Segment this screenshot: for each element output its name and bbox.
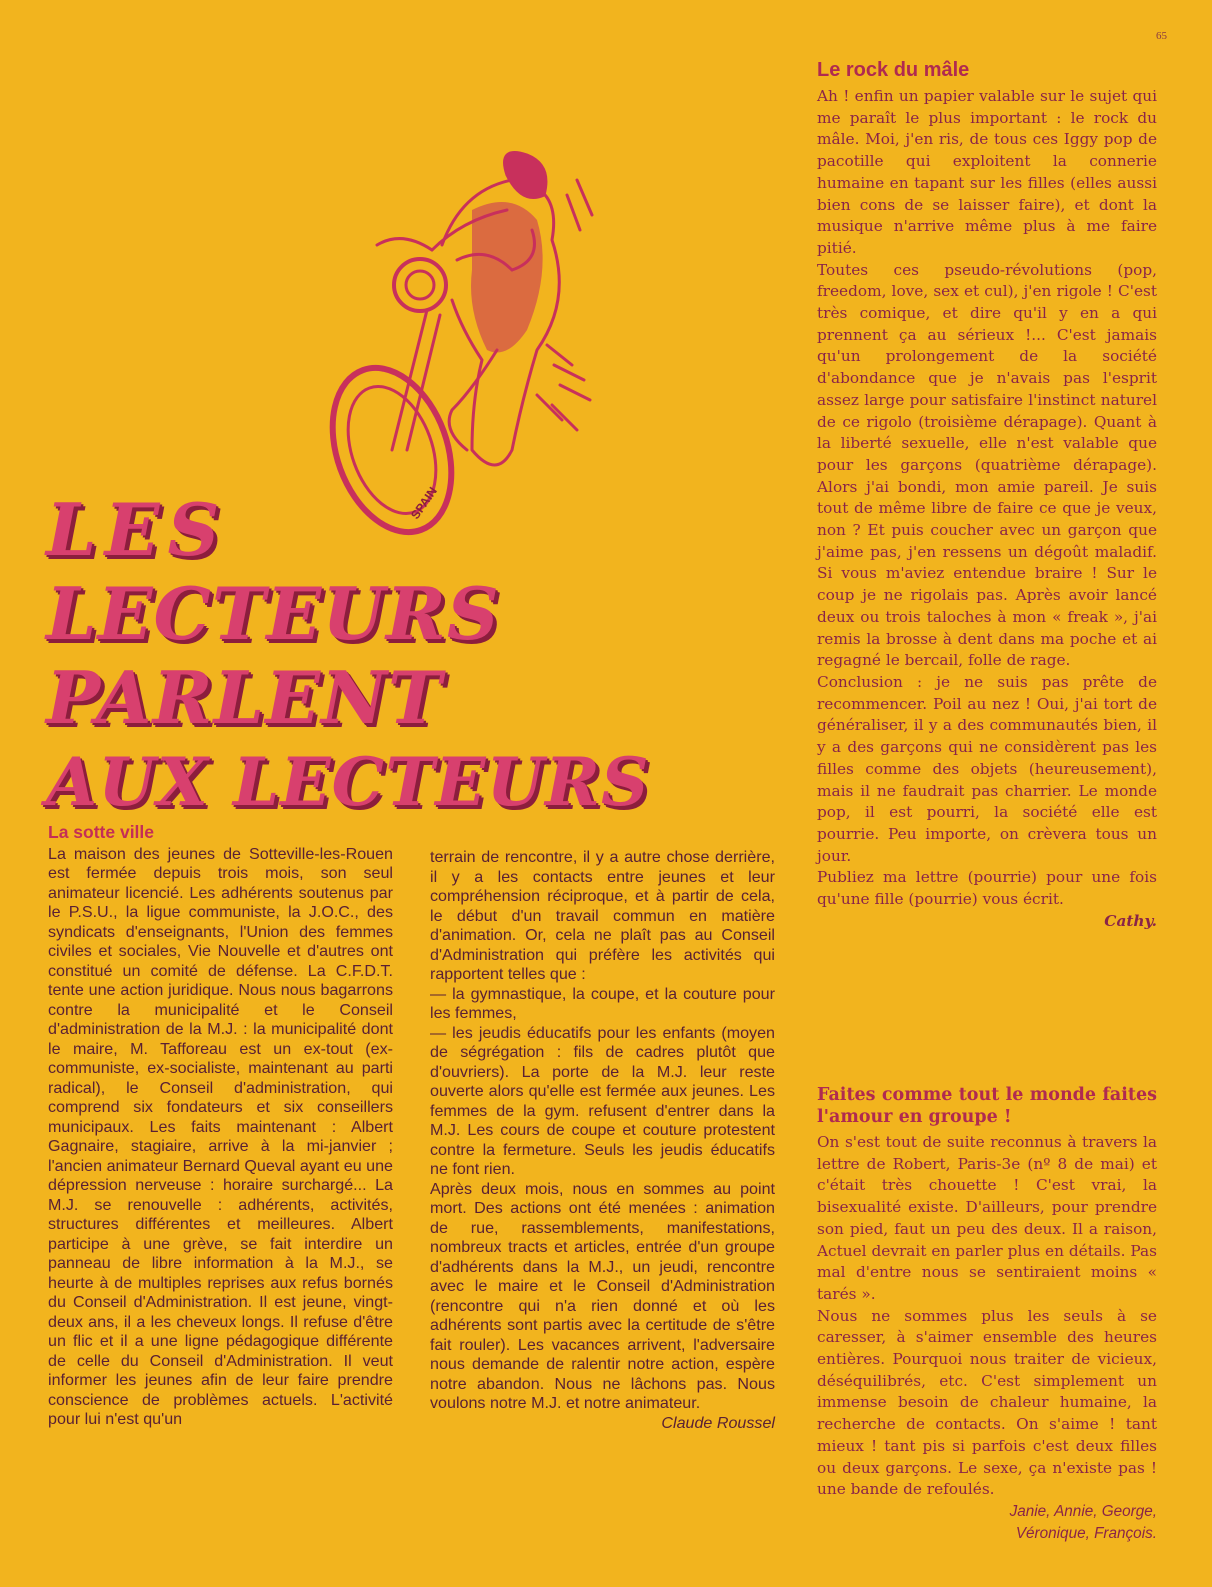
page-number: 65 xyxy=(1156,30,1167,42)
headline-line-1: LES xyxy=(46,487,228,572)
article-rock-du-male xyxy=(817,58,1157,932)
article-paragraph: On s'est tout de suite reconnus à travers la lettre de Robert, Paris-3e (nº 8 de mai) et c'était très chouette ! C'est vrai, la bisexualité existe. D'ailleurs, pour prendre son pied, faut un peu des deux. Il a raison, Actuel devrait en parler plus en détails. Pas mal d'entre nous se sentiraient moins « tarés ». xyxy=(817,1133,1157,1303)
article-signature: Claude Roussel xyxy=(661,1413,775,1432)
article-title-faites-comme: Faites comme tout le monde faites l'amour en groupe ! xyxy=(817,1085,1157,1127)
article-paragraph: Toutes ces pseudo-révolutions (pop, freedom, love, sex et cul), j'en rigole ! C'est très comique, et dire qu'il y en a qui prennent ça au sérieux !... C'est jamais qu'un prolongement de la société d'abondance que je n'avais pas l'esprit assez large pour satisfaire l'instinct naturel de ce rigolo (troisième dérapage). Quant à la liberté sexuelle, elle n'est valable que pour les garçons (quatrième dérapage). Alors j'ai bondi, mon amie pareil. Je suis tout de même libre de faire ce que je veux, non ? Et puis coucher avec un garçon que j'aime pas, j'en ressens un dégoût maladif. Si vous m'aviez entendue braire ! Sur le coup je ne rigolais pas. Après avoir lancé deux ou trois taloches à mon « freak », j'ai remis la brosse à dent dans ma poche et ai regagné le bercail, folle de rage. xyxy=(817,260,1157,670)
article-paragraph: — la gymnastique, la coupe, et la couture pour les femmes, xyxy=(430,984,775,1022)
article-paragraph: Nous ne sommes plus les seuls à se caresser, à s'aimer ensemble des heures entières. Pourquoi nous traiter de vicieux, déséquilibrés, etc. C'est simplement un immense besoin de chaleur humaine, la recherche de contacts. On s'aime ! tant mieux ! tant pis si parfois c'est deux filles ou deux garçons. Le sexe, ça n'existe pas ! une bande de refoulés. xyxy=(817,1306,1157,1499)
headline-line-2: LECTEURS xyxy=(46,571,500,656)
article-title-sotte-ville: La sotte ville xyxy=(48,822,155,842)
article-paragraph: La maison des jeunes de Sotteville-les-Rouen est fermée depuis trois mois, son seul animateur licencié. Les adhérents soutenus par le P.S.U., la ligue communiste, la J.O.C., des syndicats d'enseignants, l'Union des femmes civiles et sociales, Vie Nouvelle et d'autres ont constitué un comité de défense. La C.F.D.T. tente une action juridique. Nous nous bagarrons contre la municipalité et le Conseil d'administration de la M.J. : la municipalité dont le maire, M. Tafforeau est un ex-tout (ex-communiste, ex-socialiste, maintenant au parti radical), le Conseil d'administration, qui comprend six fondateurs et six conseillers municipaux. Les faits maintenant : Albert Gagnaire, stagiaire, arrive à la mi-janvier ; l'ancien animateur Bernard Queval ayant eu une dépression nerveuse : horaire surchargé... La M.J. se renouvelle : adhérents, activités, structures différentes et meilleures. Albert participe à une grève, se fait interdire un panneau de libre information à la M.J., se heurte à de multiples reprises aux refus bornés du Conseil d'Administration. Il est jeune, vingt-deux ans, il a les cheveux longs. Il refuse d'être un flic et il a une ligne pédagogique différente de celle du Conseil d'Administration. Il veut informer les jeunes afin de leur faire prendre conscience de problèmes actuels. L'activité pour lui n'est qu'un xyxy=(48,844,393,1428)
article-faites-comme-tout-le-monde xyxy=(817,1084,1157,1544)
article-paragraph: Après deux mois, nous en sommes au point mort. Des actions ont été menées : animation de rue, rassemblements, manifestations, nombreux tracts et articles, entrée d'un groupe d'adhérents dans la M.J., un jeudi, rencontre avec le maire et le Conseil d'Administration (rencontre qui n'a rien donné et où les adhérents sont partis avec la certitude de s'être fait rouler). Les vacances arrivent, l'adversaire nous demande de ralentir notre action, espère notre abandon. Nous ne lâchons pas. Nous voulons notre M.J. et notre animateur. xyxy=(430,1179,775,1412)
article-signature-line-1: Janie, Annie, George, xyxy=(1009,1502,1157,1520)
article-paragraph: Ah ! enfin un papier valable sur le sujet qui me paraît le plus important : le rock du mâle. Moi, j'en ris, de tous ces Iggy pop de pacotille qui exploitent la connerie humaine en tapant sur les filles (elles aussi bien cons de se laisser faire), et dont la musique n'arrive même plus à me faire pitié. xyxy=(817,87,1157,257)
article-paragraph: Conclusion : je ne suis pas prête de recommencer. Poil au nez ! Oui, j'ai tort de généraliser, il y a des communautés bien, il y a des garçons qui ne considèrent pas les filles comme des objets (heureusement), mais il ne faudrait pas charrier. Le monde pop, il est pourri, la société elle est pourrie. Peu importe, on crèvera tous un jour. xyxy=(817,672,1157,865)
article-paragraph: terrain de rencontre, il y a autre chose derrière, il y a les contacts entre jeunes et leur compréhension réciproque, et à partir de cela, le début d'un travail commun en matière d'animation. Or, cela ne plaît pas au Conseil d'Administration qui préfère les activités qui rapportent telles que : xyxy=(430,848,775,983)
headline-line-4: AUX LECTEURS xyxy=(46,743,650,821)
article-signature: Cathy. xyxy=(1104,911,1157,930)
headline xyxy=(46,488,806,824)
article-sotte-ville-column-2 xyxy=(430,848,775,1433)
headline-line-3: PARLENT xyxy=(46,655,443,740)
article-sotte-ville-column-1 xyxy=(48,823,393,1430)
article-title-rock-du-male: Le rock du mâle xyxy=(817,59,970,81)
artist-signature: SPAIN xyxy=(407,484,440,522)
article-paragraph: — les jeudis éducatifs pour les enfants (moyen de ségrégation : fils de cadres plutôt que d'ouvriers). La porte de la M.J. leur reste ouverte alors qu'elle est fermée aux jeunes. Les femmes de la gym. refusent d'entrer dans la M.J. Les cours de coupe et couture protestent contre la fermeture. Seuls les jeudis éducatifs ne font rien. xyxy=(430,1023,775,1178)
article-paragraph: Publiez ma lettre (pourrie) pour une fois qu'une fille (pourrie) vous écrit. xyxy=(817,868,1157,909)
article-signature-line-2: Véronique, François. xyxy=(1015,1524,1157,1542)
